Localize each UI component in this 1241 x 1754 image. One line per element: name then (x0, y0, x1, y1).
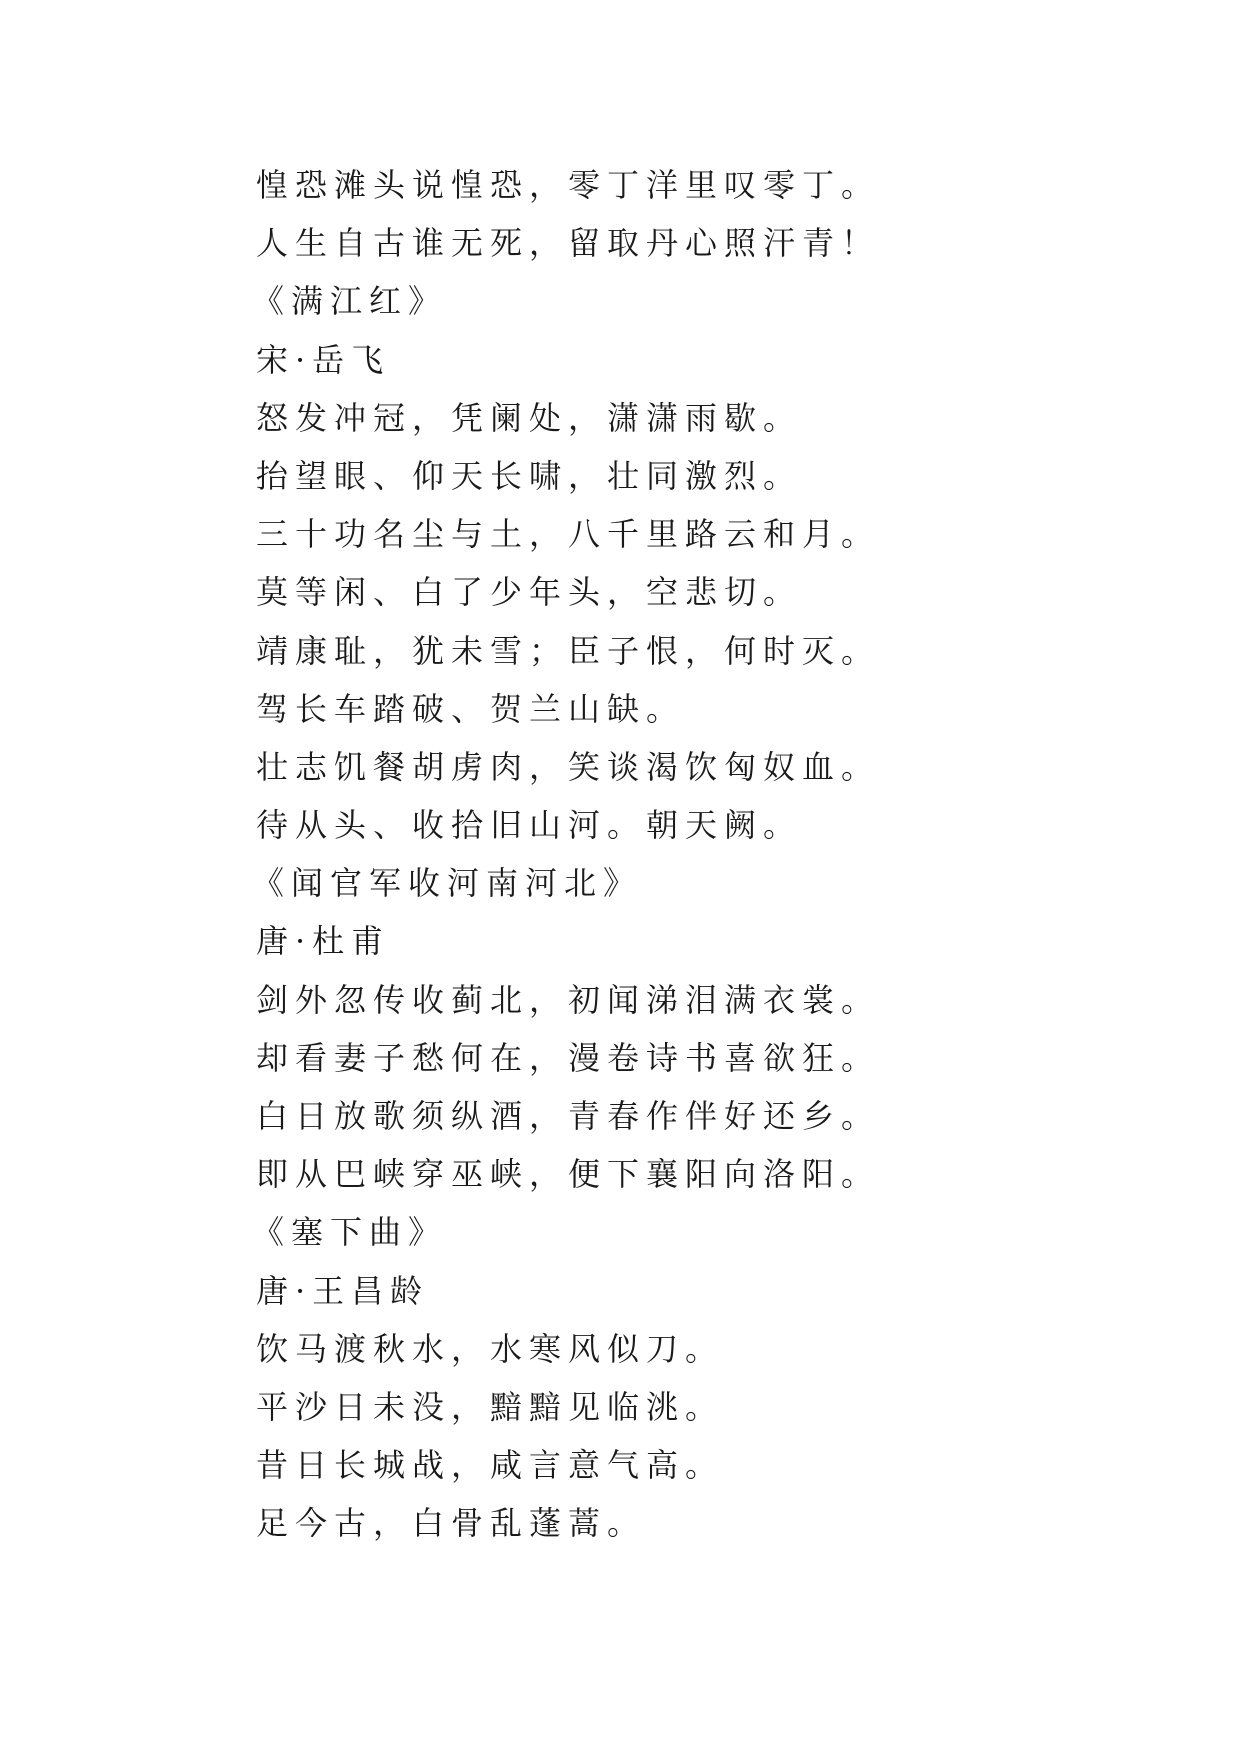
verse-line: 抬望眼、仰天长啸，壮同激烈。 (256, 456, 803, 495)
verse-line: 白日放歌须纵酒，青春作伴好还乡。 (256, 1097, 881, 1135)
verse-line: 平沙日未没，黯黯见临洮。 (256, 1387, 725, 1426)
verse-line: 却看妻子愁何在，漫卷诗书喜欲狂。 (256, 1038, 881, 1077)
verse-line: 莫等闲、白了少年头，空悲切。 (256, 573, 803, 612)
verse-line: 待从头、收拾旧山河。朝天阙。 (256, 806, 803, 845)
verse-line: 人生自古谁无死，留取丹心照汗青！ (256, 224, 881, 263)
poem-title: 《满江红》 (252, 282, 448, 321)
poem-author: 唐·王昌龄 (256, 1271, 430, 1310)
verse-line: 靖康耻，犹未雪；臣子恨，何时灭。 (256, 631, 881, 670)
verse-line: 三十功名尘与土，八千里路云和月。 (256, 515, 881, 554)
verse-line: 怒发冲冠，凭阑处，潇潇雨歇。 (256, 398, 803, 437)
verse-line: 惶恐滩头说惶恐，零丁洋里叹零丁。 (256, 166, 881, 204)
verse-line: 足今古，白骨乱蓬蒿。 (256, 1504, 647, 1543)
verse-line: 壮志饥餐胡虏肉，笑谈渴饮匈奴血。 (256, 747, 881, 786)
poem-title: 《闻官军收河南河北》 (252, 864, 643, 903)
verse-line: 饮马渡秋水，水寒风似刀。 (256, 1329, 725, 1368)
verse-line: 驾长车踏破、贺兰山缺。 (256, 689, 686, 728)
poem-title: 《塞下曲》 (252, 1213, 448, 1252)
verse-line: 剑外忽传收蓟北，初闻涕泪满衣裳。 (256, 980, 881, 1019)
poem-author: 宋·岳飞 (256, 340, 391, 379)
verse-line: 昔日长城战，咸言意气高。 (256, 1446, 725, 1485)
poem-text-block (252, 156, 1156, 1553)
poem-author: 唐·杜甫 (256, 922, 391, 961)
verse-line: 即从巴峡穿巫峡，便下襄阳向洛阳。 (256, 1155, 881, 1194)
